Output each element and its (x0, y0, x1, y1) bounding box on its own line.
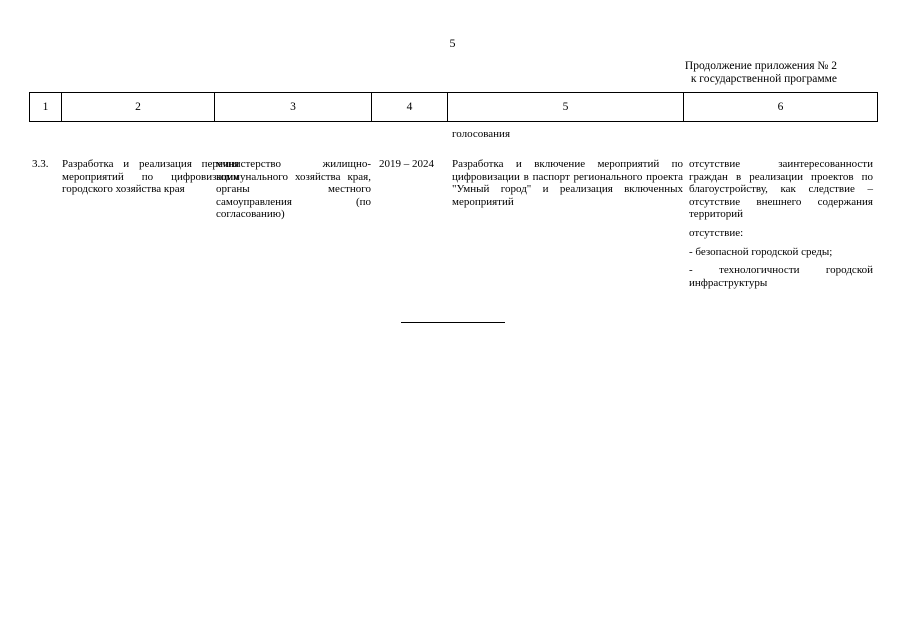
expected-result: Разработка и включение мероприятий по цифровизации в паспорт регионального проекта "Умный город" и реализация включенных мероприятий (452, 158, 683, 208)
column-number-1: 1 (30, 93, 62, 122)
appendix-continuation-header (600, 60, 837, 85)
table-row (30, 93, 878, 122)
appendix-title-line: Продолжение приложения № 2 (684, 60, 837, 72)
column-number-3: 3 (215, 93, 372, 122)
non-implementation-consequences (689, 158, 873, 295)
column-number-4: 4 (372, 93, 448, 122)
responsible-executor: министерство жилищно-коммунального хозяйства края, органы местного самоуправления (по согласованию) (216, 158, 371, 221)
measure-name: Разработка и реализация перечня мероприятий по цифровизации городского хозяйства края (62, 158, 239, 196)
column-number-6: 6 (684, 93, 878, 122)
appendix-subtitle-line: к государственной программе (690, 72, 837, 85)
column-number-2: 2 (62, 93, 215, 122)
implementation-period: 2019 – 2024 (379, 158, 434, 170)
consequence-item: отсутствие заинтересованности граждан в реализации проектов по благоустройству, как следствие – отсутствие внешнего содержания территорий (689, 158, 873, 221)
column-number-5: 5 (448, 93, 684, 122)
end-divider-line (401, 322, 505, 323)
column-number-table (29, 92, 878, 122)
consequence-item: - безопасной городской среды; (689, 245, 833, 258)
continued-cell-text: голосования (452, 128, 511, 140)
consequence-item: - технологичности городской инфраструктуры (689, 264, 873, 289)
row-number: 3.3. (32, 158, 49, 170)
page-number: 5 (449, 36, 456, 50)
consequence-item: отсутствие: (689, 226, 744, 239)
